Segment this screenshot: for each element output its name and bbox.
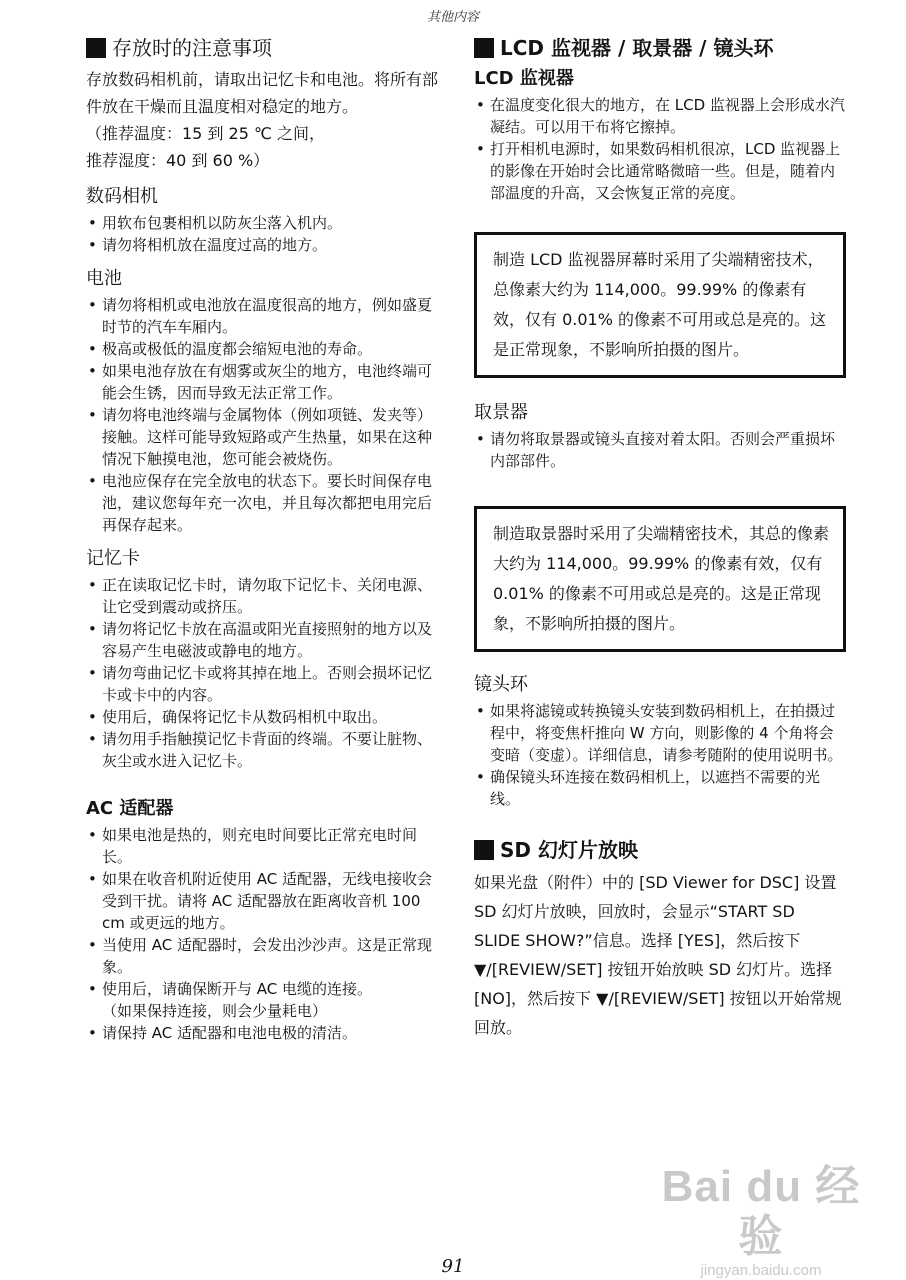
section-square-icon xyxy=(474,38,494,58)
battery-list xyxy=(86,294,446,536)
storage-temp: （推荐温度：15 到 25 ℃ 之间， xyxy=(86,124,326,143)
watermark-sub: jingyan.baidu.com xyxy=(700,1262,822,1279)
memory-card-heading: 记忆卡 xyxy=(86,548,140,569)
lcd-section-heading-text: LCD 监视器 / 取景器 / 镜头环 xyxy=(500,36,774,60)
right-column xyxy=(474,34,846,1042)
page-number: 91 xyxy=(441,1256,465,1277)
list-item: • 电池应保存在完全放电的状态下。要长时间保存电池，建议您每年充一次电，并且每次都把电用完后再保存起来。 xyxy=(86,470,446,536)
list-item: • 正在读取记忆卡时，请勿取下记忆卡、关闭电源、让它受到震动或挤压。 xyxy=(86,574,446,618)
battery-heading: 电池 xyxy=(86,268,122,289)
left-column xyxy=(86,34,446,1044)
viewfinder-list xyxy=(474,428,846,472)
lcd-note-box: 制造 LCD 监视器屏幕时采用了尖端精密技术，总像素大约为 114,000。99.99% 的像素有效，仅有 0.01% 的像素不可用或总是亮的。这是正常现象，不影响所拍摄的图片。 xyxy=(474,232,846,378)
storage-humidity: 推荐湿度：40 到 60 %） xyxy=(86,151,270,170)
list-item: • 打开相机电源时，如果数码相机很凉，LCD 监视器上的影像在开始时会比通常略微暗一些。但是，随着内部温度的升高，又会恢复正常的亮度。 xyxy=(474,138,846,204)
sd-body: 如果光盘（附件）中的 [SD Viewer for DSC] 设置 SD 幻灯片放映，回放时，会显示“START SD SLIDE SHOW?”信息。选择 [YES]，然后按下 ▼/[REVIEW/SET] 按钮开始放映 SD 幻灯片。选择 [NO]，然后按下 ▼/[REVIEW/SET] 按钮以开始常规回放。 xyxy=(474,873,842,1037)
running-head: 其他内容 xyxy=(426,10,479,25)
viewfinder-note-box: 制造取景器时采用了尖端精密技术，其总的像素大约为 114,000。99.99% 的像素有效，仅有 0.01% 的像素不可用或总是亮的。这是正常现象，不影响所拍摄的图片。 xyxy=(474,506,846,652)
lcd-section-heading xyxy=(474,34,846,62)
list-item: • 请勿将相机放在温度过高的地方。 xyxy=(86,234,446,256)
storage-intro: 存放数码相机前，请取出记忆卡和电池。将所有部件放在干燥而且温度相对稳定的地方。 xyxy=(86,70,439,116)
list-item: • 在温度变化很大的地方，在 LCD 监视器上会形成水汽凝结。可以用干布将它擦掉。 xyxy=(474,94,846,138)
list-item: • 确保镜头环连接在数码相机上，以遮挡不需要的光线。 xyxy=(474,766,846,810)
list-item: • 当使用 AC 适配器时，会发出沙沙声。这是正常现象。 xyxy=(86,934,446,978)
list-item: • 极高或极低的温度都会缩短电池的寿命。 xyxy=(86,338,446,360)
lcd-heading: LCD 监视器 xyxy=(474,68,574,89)
ac-list-last xyxy=(86,1022,446,1044)
list-item: • 请勿将电池终端与金属物体（例如项链、发夹等）接触。这样可能导致短路或产生热量，如果在这种情况下触摸电池，您可能会被烧伤。 xyxy=(86,404,446,470)
list-item: • 请勿用手指触摸记忆卡背面的终端。不要让脏物、灰尘或水进入记忆卡。 xyxy=(86,728,446,772)
list-item: • 使用后，请确保断开与 AC 电缆的连接。 xyxy=(86,978,446,1000)
sd-heading xyxy=(474,836,846,864)
camera-heading: 数码相机 xyxy=(86,186,158,207)
list-item: • 如果将滤镜或转换镜头安装到数码相机上，在拍摄过程中，将变焦杆推向 W 方向，则影像的 4 个角将会变暗（变虚）。详细信息，请参考随附的使用说明书。 xyxy=(474,700,846,766)
viewfinder-heading: 取景器 xyxy=(474,402,528,423)
ac-note: （如果保持连接，则会少量耗电） xyxy=(102,1002,328,1020)
camera-list xyxy=(86,212,446,256)
list-item: • 请勿将取景器或镜头直接对着太阳。否则会严重损坏内部部件。 xyxy=(474,428,846,472)
list-item: • 请勿弯曲记忆卡或将其掉在地上。否则会损坏记忆卡或卡中的内容。 xyxy=(86,662,446,706)
sd-heading-text: SD 幻灯片放映 xyxy=(500,838,638,862)
watermark-main: Bai du 经验 xyxy=(661,1162,861,1261)
lcd-list xyxy=(474,94,846,204)
storage-heading-text: 存放时的注意事项 xyxy=(112,36,272,60)
list-item: • 使用后，确保将记忆卡从数码相机中取出。 xyxy=(86,706,446,728)
list-item: • 如果电池存放在有烟雾或灰尘的地方，电池终端可能会生锈，因而导致无法正常工作。 xyxy=(86,360,446,404)
list-item: • 如果在收音机附近使用 AC 适配器，无线电接收会受到干扰。请将 AC 适配器放在距离收音机 100 cm 或更远的地方。 xyxy=(86,868,446,934)
storage-heading xyxy=(86,34,446,62)
section-square-icon xyxy=(474,840,494,860)
list-item: • 请保持 AC 适配器和电池电极的清洁。 xyxy=(86,1022,446,1044)
ac-list xyxy=(86,824,446,1000)
list-item: • 如果电池是热的，则充电时间要比正常充电时间长。 xyxy=(86,824,446,868)
lens-ring-heading: 镜头环 xyxy=(474,674,528,695)
list-item: • 请勿将相机或电池放在温度很高的地方，例如盛夏时节的汽车车厢内。 xyxy=(86,294,446,338)
list-item: • 用软布包裹相机以防灰尘落入机内。 xyxy=(86,212,446,234)
list-item: • 请勿将记忆卡放在高温或阳光直接照射的地方以及容易产生电磁波或静电的地方。 xyxy=(86,618,446,662)
section-square-icon xyxy=(86,38,106,58)
lens-ring-list xyxy=(474,700,846,810)
memory-card-list xyxy=(86,574,446,772)
ac-heading: AC 适配器 xyxy=(86,798,174,819)
